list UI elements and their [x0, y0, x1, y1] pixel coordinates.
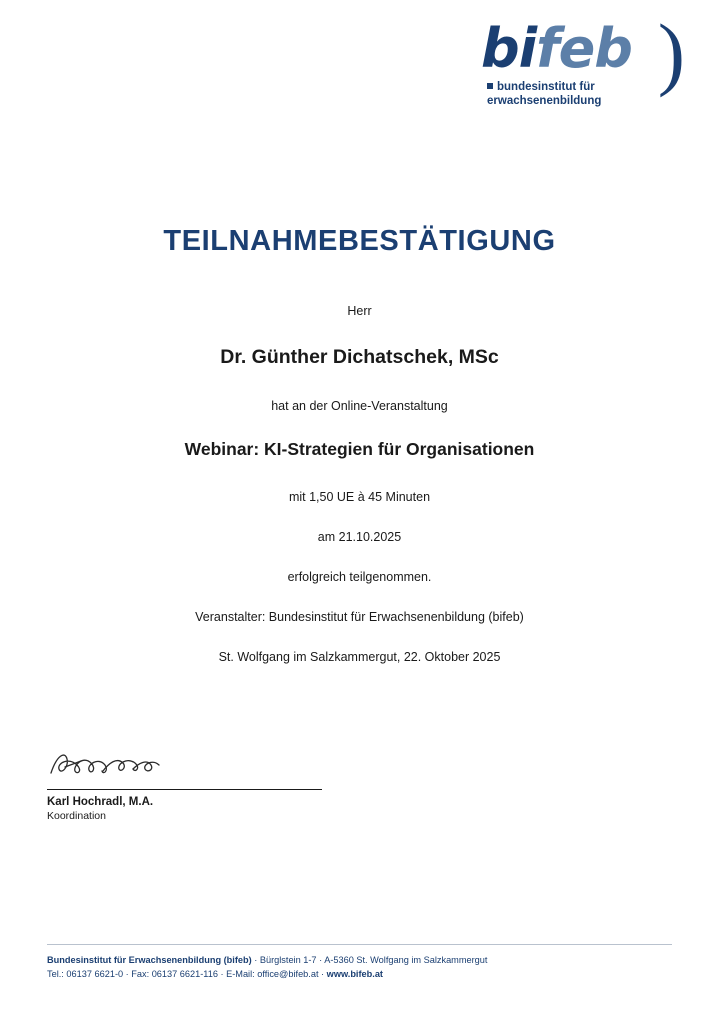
page-footer: [47, 944, 672, 981]
footer-address-rest: · Bürglstein 1-7 · A-5360 St. Wolfgang im Salzkammergut: [251, 955, 488, 965]
logo-wordmark-bi: bi: [481, 17, 537, 80]
logo-square-icon: [487, 83, 493, 89]
logo-subtitle-line2: erwachsenenbildung: [487, 95, 602, 107]
signature-block: [47, 745, 367, 822]
event-date-line: am 21.10.2025: [317, 530, 402, 544]
logo-wordmark-feb: feb: [536, 17, 632, 80]
footer-address-line: [47, 953, 672, 967]
logo-subtitle-line1: bundesinstitut für: [497, 81, 595, 93]
logo-wordmark: [481, 17, 632, 80]
organizer-line: Veranstalter: Bundesinstitut für Erwachsenenbildung (bifeb): [195, 610, 524, 624]
logo-subtitle: [487, 80, 655, 108]
event-title: Webinar: KI-Strategien für Organisationen: [184, 439, 535, 459]
footer-website-link[interactable]: www.bifeb.at: [326, 969, 383, 979]
duration-line: mit 1,50 UE à 45 Minuten: [288, 490, 431, 504]
signature-rule: [47, 789, 322, 790]
footer-contact-line: [47, 967, 672, 981]
completion-line: erfolgreich teilgenommen.: [287, 570, 432, 584]
signatory-role: Koordination: [47, 810, 106, 822]
footer-divider: [47, 944, 672, 945]
logo-parenthesis-icon: ): [657, 7, 685, 98]
recipient-name: Dr. Günther Dichatschek, MSc: [220, 346, 499, 368]
salutation: Herr: [347, 304, 372, 318]
bifeb-logo: [481, 7, 685, 117]
handwritten-signature-icon: [47, 745, 367, 785]
footer-institute-name: Bundesinstitut für Erwachsenenbildung (bifeb): [47, 955, 252, 965]
footer-contact-text: Tel.: 06137 6621-0 · Fax: 06137 6621-116 · E-Mail: office@bifeb.at ·: [47, 969, 327, 979]
signatory-name: Karl Hochradl, M.A.: [47, 796, 154, 808]
participation-intro: hat an der Online-Veranstaltung: [271, 399, 448, 413]
place-date-line: St. Wolfgang im Salzkammergut, 22. Oktober 2025: [218, 650, 501, 664]
page-title: TEILNAHMEBESTÄTIGUNG: [163, 225, 556, 257]
certificate-content: [0, 225, 719, 690]
